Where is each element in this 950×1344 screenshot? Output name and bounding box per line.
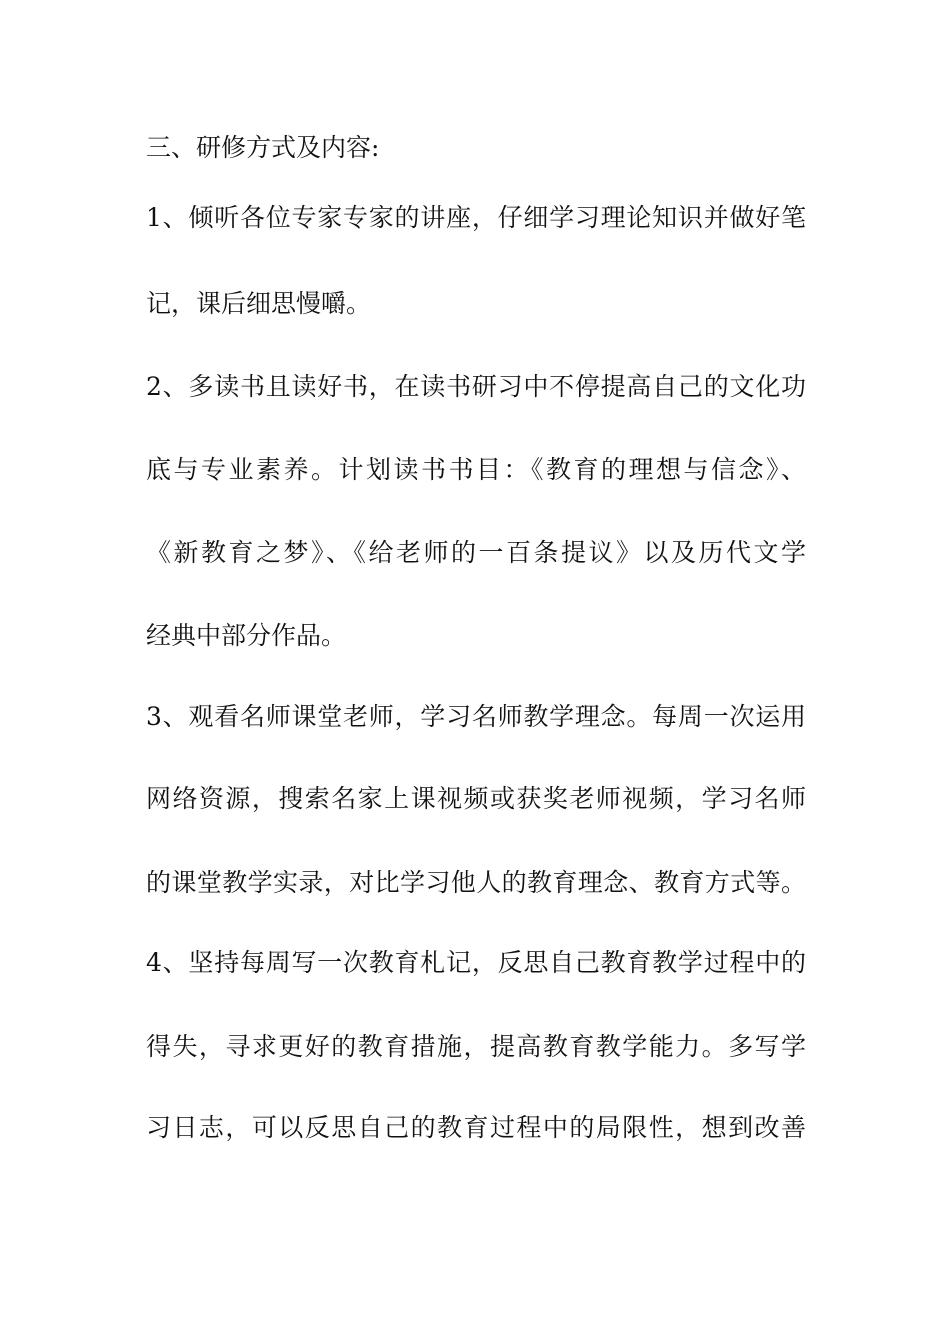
section-heading: 三、研修方式及内容: bbox=[146, 133, 380, 162]
paragraph-2-line-3: 《新教育之梦》、《给老师的一百条提议》以及历代文学 bbox=[146, 538, 806, 567]
paragraph-4-line-2: 得失，寻求更好的教育措施，提高教育教学能力。多写学 bbox=[146, 1032, 806, 1061]
paragraph-3-line-3: 的课堂教学实录，对比学习他人的教育理念、教育方式等。 bbox=[146, 868, 806, 897]
paragraph-1-line-1: 1、倾听各位专家专家的讲座，仔细学习理论知识并做好笔 bbox=[146, 203, 806, 232]
paragraph-4-line-3: 习日志，可以反思自己的教育过程中的局限性，想到改善 bbox=[146, 1113, 806, 1142]
paragraph-3-line-2: 网络资源，搜索名家上课视频或获奖老师视频，学习名师 bbox=[146, 784, 806, 813]
paragraph-2-line-2: 底与专业素养。计划读书书目：《教育的理想与信念》、 bbox=[146, 455, 806, 484]
paragraph-4-line-1: 4、坚持每周写一次教育札记，反思自己教育教学过程中的 bbox=[146, 948, 806, 977]
paragraph-1-line-2: 记，课后细思慢嚼。 bbox=[146, 289, 372, 318]
paragraph-2-line-1: 2、多读书且读好书，在读书研习中不停提高自己的文化功 bbox=[146, 372, 806, 401]
paragraph-2-line-4: 经典中部分作品。 bbox=[146, 621, 347, 650]
paragraph-3-line-1: 3、观看名师课堂老师，学习名师教学理念。每周一次运用 bbox=[146, 702, 806, 731]
